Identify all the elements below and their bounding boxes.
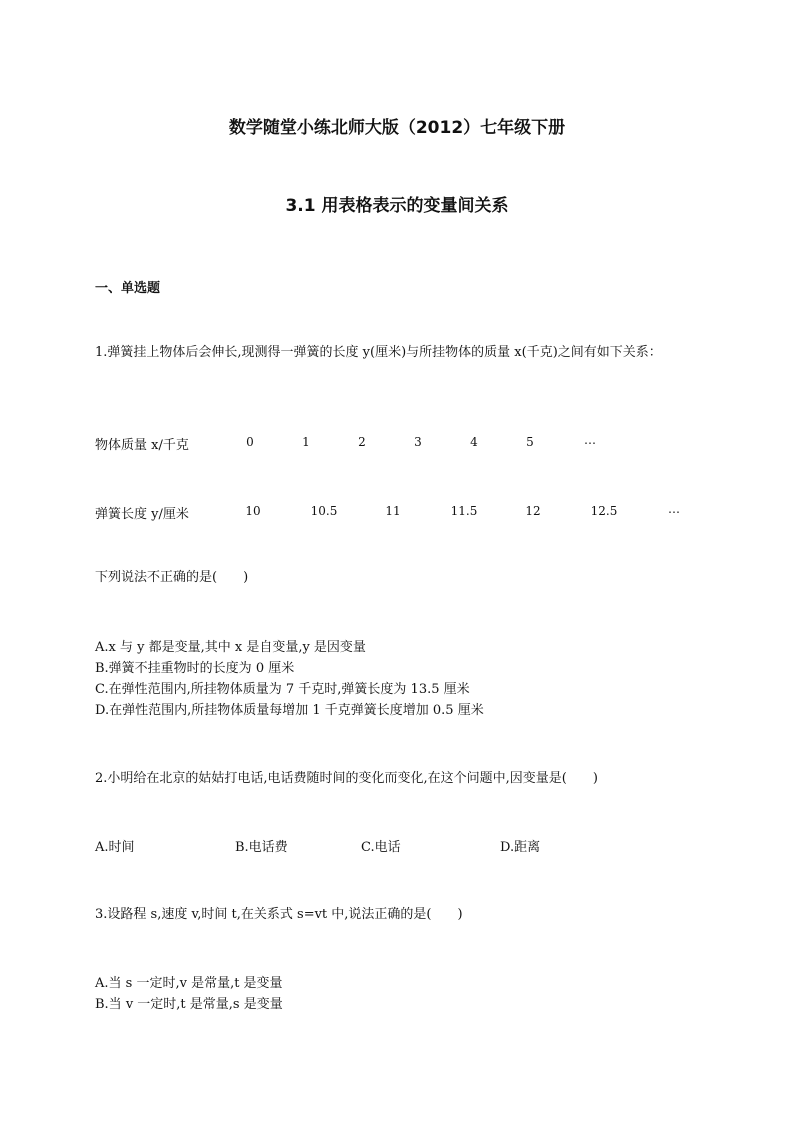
question-2-option-a: A.时间: [95, 840, 135, 855]
document-title: 数学随堂小练北师大版（2012）七年级下册: [228, 118, 566, 138]
table-cell: 11.5: [450, 504, 478, 518]
table-cell: …: [584, 433, 596, 447]
question-2-option-b: B.电话费: [235, 840, 288, 855]
table-cell: 0: [246, 435, 254, 449]
table-cell: 4: [470, 435, 478, 449]
question-3-stem: 3.设路程 s,速度 v,时间 t,在关系式 s=vt 中,说法正确的是( ): [95, 907, 463, 922]
table-cell: …: [668, 502, 680, 516]
table-row-2-label: 弹簧长度 y/厘米: [95, 507, 189, 522]
table-cell: 2: [358, 435, 366, 449]
question-3-option-b: B.当 v 一定时,t 是常量,s 是变量: [95, 997, 283, 1012]
table-cell: 3: [414, 435, 422, 449]
question-2-option-c: C.电话: [361, 840, 401, 855]
table-cell: 11: [385, 504, 401, 518]
question-1-prompt: 下列说法不正确的是( ): [95, 570, 249, 585]
question-2-option-d: D.距离: [500, 840, 541, 855]
section-heading: 一、单选题: [95, 281, 161, 296]
question-3-option-a: A.当 s 一定时,v 是常量,t 是变量: [95, 976, 283, 991]
table-cell: 12.5: [590, 504, 618, 518]
question-1-option-a: A.x 与 y 都是变量,其中 x 是自变量,y 是因变量: [95, 640, 366, 655]
question-1-option-c: C.在弹性范围内,所挂物体质量为 7 千克时,弹簧长度为 13.5 厘米: [95, 682, 470, 697]
table-cell: 1: [302, 435, 310, 449]
question-2-stem: 2.小明给在北京的姑姑打电话,电话费随时间的变化而变化,在这个问题中,因变量是( ): [95, 771, 598, 786]
table-cell: 12: [525, 504, 541, 518]
table-cell: 10: [245, 504, 261, 518]
question-1-stem: 1.弹簧挂上物体后会伸长,现测得一弹簧的长度 y(厘米)与所挂物体的质量 x(千克)之间有如下关系：: [95, 345, 662, 360]
question-1-option-b: B.弹簧不挂重物时的长度为 0 厘米: [95, 661, 295, 676]
table-row-1-label: 物体质量 x/千克: [95, 438, 189, 453]
table-cell: 5: [526, 435, 534, 449]
question-1-option-d: D.在弹性范围内,所挂物体质量每增加 1 千克弹簧长度增加 0.5 厘米: [95, 703, 484, 718]
table-cell: 10.5: [310, 504, 338, 518]
document-subtitle: 3.1 用表格表示的变量间关系: [285, 196, 509, 216]
